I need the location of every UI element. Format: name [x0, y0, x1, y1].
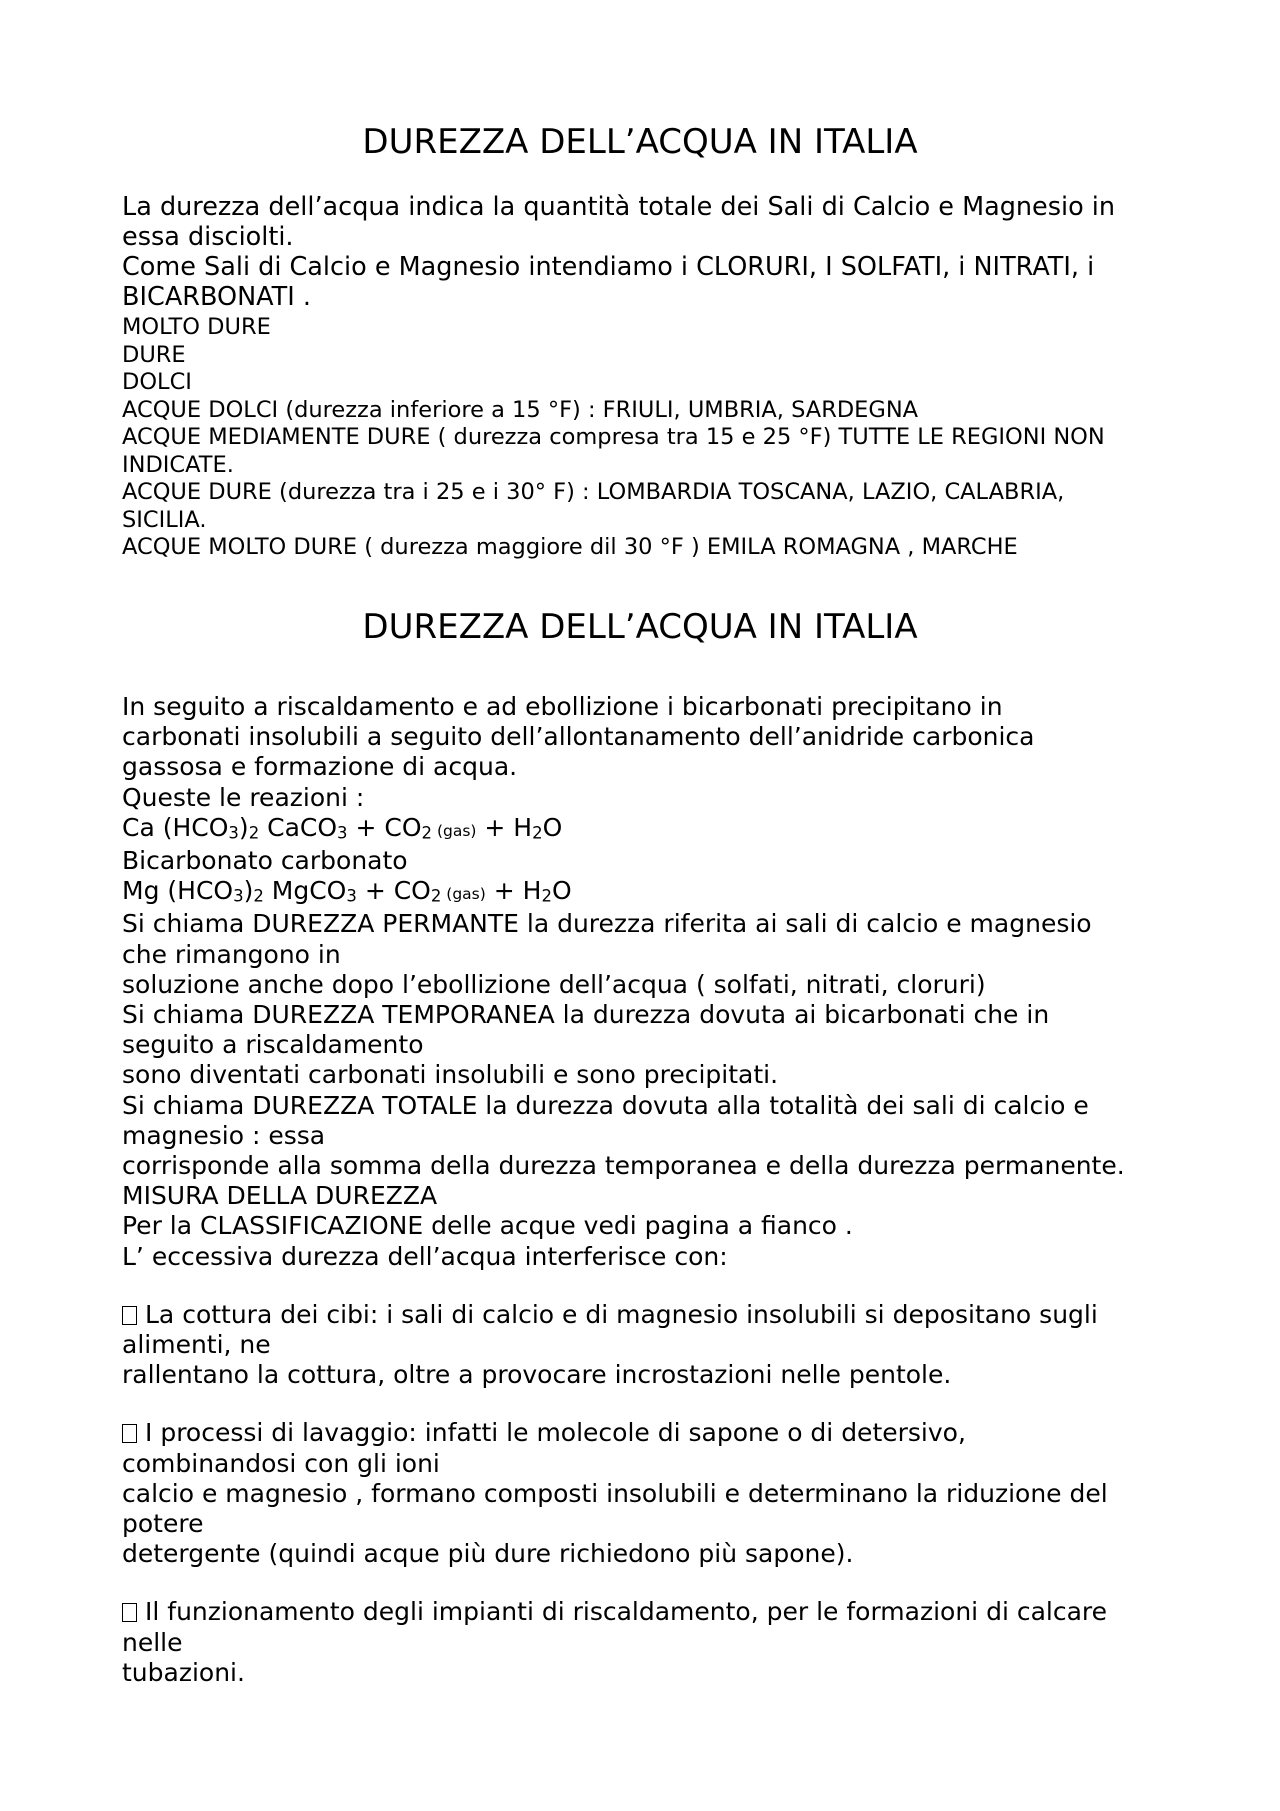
bullet-line: rallentano la cottura, oltre a provocare incrostazioni nelle pentole. — [122, 1360, 952, 1390]
class-line: MOLTO DURE — [122, 314, 271, 340]
text-line: Come Sali di Calcio e Magnesio intendiamo i CLORURI, I SOLFATI, i NITRATI, i — [122, 252, 1095, 282]
hardness-classes — [122, 314, 1182, 562]
class-line: SICILIA. — [122, 506, 207, 533]
main-body — [122, 692, 1182, 1688]
class-line: ACQUE DOLCI (durezza inferiore a 15 °F) : FRIULI, UMBRIA, SARDEGNA — [122, 396, 919, 423]
bullet-line: nelle — [122, 1627, 183, 1657]
bullet-item: Il funzionamento degli impianti di riscaldamento, per le formazioni di calcare — [122, 1597, 1182, 1627]
definition-line: MISURA DELLA DUREZZA — [122, 1181, 438, 1211]
definition-line: che rimangono in — [122, 939, 341, 969]
reaction-calcium: Ca $(HCO_3)_2$ CaCO$_3$ + $CO_2$ $(gas) + H_2O$ — [122, 812, 563, 843]
class-line: ACQUE DURE (durezza tra i 25 e i 30° F) : LOMBARDIA TOSCANA, LAZIO, CALABRIA, — [122, 479, 1065, 505]
bullet-item: I processi di lavaggio: infatti le molecole di sapone o di detersivo, — [122, 1418, 1182, 1448]
class-line: DOLCI — [122, 369, 192, 395]
page-title: DUREZZA DELL’ACQUA IN ITALIA — [362, 122, 918, 162]
class-line: ACQUE MOLTO DURE ( durezza maggiore dil 30 °F ) EMILA ROMAGNA , MARCHE — [122, 534, 1018, 560]
bullet-line: alimenti, ne — [122, 1330, 271, 1360]
definition-line: corrisponde alla somma della durezza temporanea e della durezza permanente. — [122, 1151, 1125, 1181]
class-line: INDICATE. — [122, 451, 234, 478]
reaction-labels: Bicarbonato carbonato — [122, 846, 408, 876]
definition-line: Si chiama DUREZZA TEMPORANEA la durezza dovuta ai bicarbonati che in — [122, 1000, 1050, 1030]
text-line: La durezza dell’acqua indica la quantità totale dei Sali di Calcio e Magnesio in — [122, 192, 1116, 222]
definition-line: magnesio : essa — [122, 1120, 326, 1150]
text-line: BICARBONATI . — [122, 282, 311, 312]
intro-paragraph — [122, 192, 1182, 312]
missing-glyph-box-icon — [122, 1603, 137, 1622]
text-line: essa disciolti. — [122, 222, 294, 252]
text-line: Queste le reazioni : — [122, 782, 365, 812]
reaction-magnesium: Mg $(HCO_3)_2$ MgCO$_3$ + $CO_2$ $(gas) + H_2O$ — [122, 876, 572, 906]
definition-line: seguito a riscaldamento — [122, 1030, 424, 1060]
section-title: DUREZZA DELL’ACQUA IN ITALIA — [362, 607, 918, 647]
bullet-line: calcio e magnesio , formano composti insolubili e determinano la riduzione del — [122, 1478, 1108, 1508]
text-line: carbonati insolubili a seguito dell’allontanamento dell’anidride carbonica — [122, 722, 1035, 752]
class-line: ACQUE MEDIAMENTE DURE ( durezza compresa tra 15 e 25 °F) TUTTE LE REGIONI NON — [122, 424, 1105, 450]
definition-line: Si chiama DUREZZA TOTALE la durezza dovuta alla totalità dei sali di calcio e — [122, 1090, 1089, 1120]
definition-line: soluzione anche dopo l’ebollizione dell’acqua ( solfati, nitrati, cloruri) — [122, 969, 986, 999]
class-line: DURE — [122, 341, 186, 368]
definition-line: sono diventati carbonati insolubili e sono precipitati. — [122, 1060, 779, 1090]
bullet-line: detergente (quindi acque più dure richiedono più sapone). — [122, 1539, 854, 1569]
missing-glyph-box-icon — [122, 1424, 137, 1443]
bullet-line: combinandosi con gli ioni — [122, 1448, 440, 1478]
definition-line: Si chiama DUREZZA PERMANTE la durezza riferita ai sali di calcio e magnesio — [122, 909, 1092, 939]
bullet-line: tubazioni. — [122, 1657, 245, 1687]
bullet-item: La cottura dei cibi: i sali di calcio e di magnesio insolubili si depositano sugli — [122, 1300, 1182, 1330]
definition-line: Per la CLASSIFICAZIONE delle acque vedi pagina a fianco . — [122, 1211, 853, 1241]
bullet-line: potere — [122, 1509, 204, 1539]
text-line: gassosa e formazione di acqua. — [122, 752, 518, 782]
text-line: In seguito a riscaldamento e ad ebollizione i bicarbonati precipitano in — [122, 692, 1003, 721]
missing-glyph-box-icon — [122, 1306, 137, 1325]
definition-line: L’ eccessiva durezza dell’acqua interferisce con: — [122, 1241, 728, 1271]
